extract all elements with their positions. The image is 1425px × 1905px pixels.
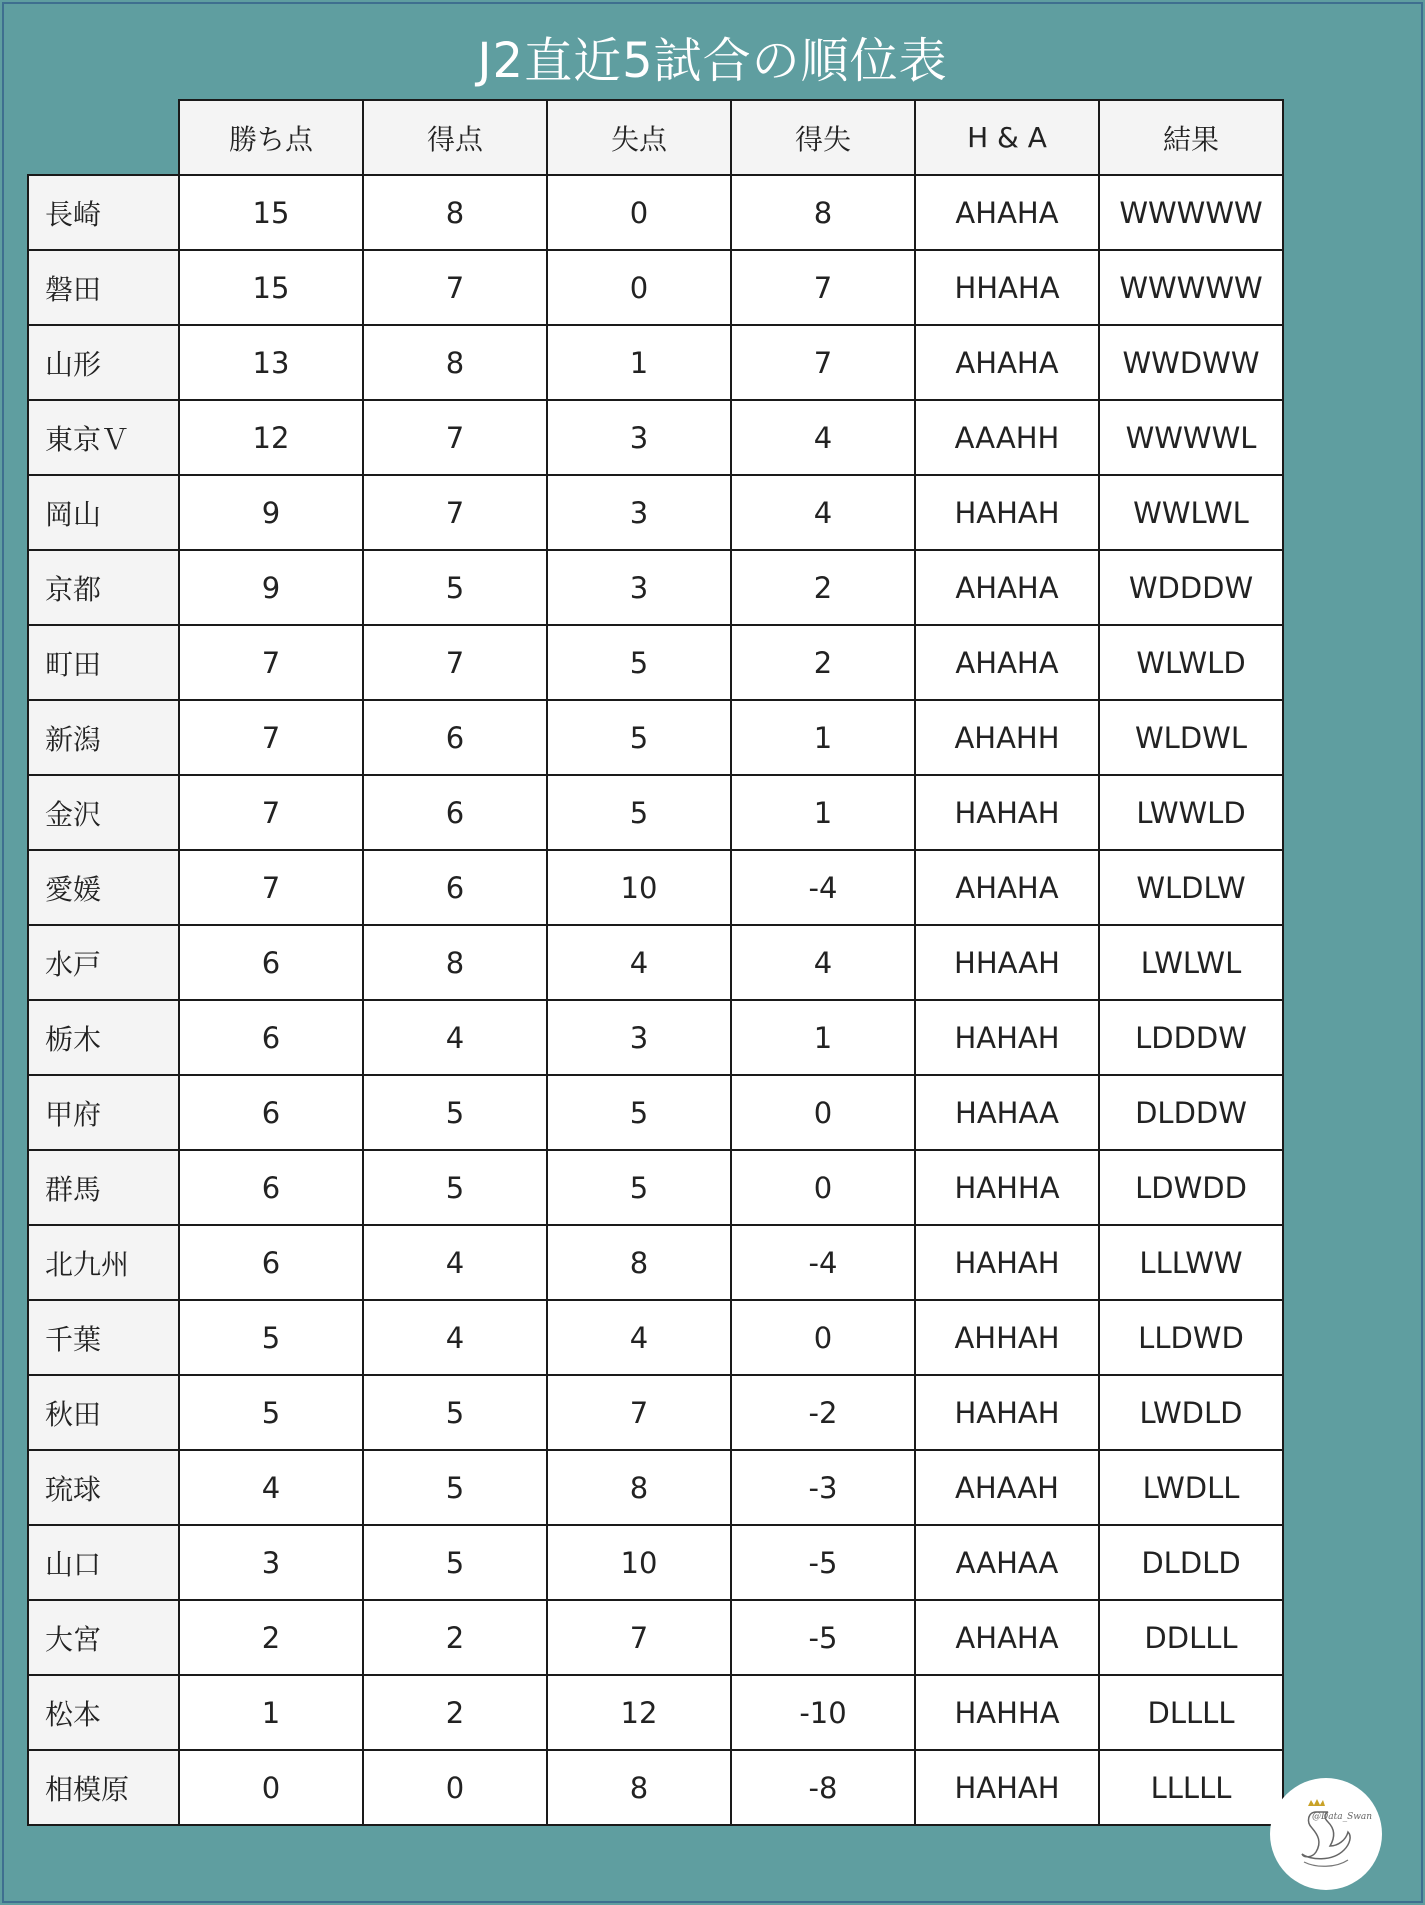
points-cell: 7 bbox=[179, 700, 363, 775]
goals-for-cell: 5 bbox=[363, 1075, 547, 1150]
goal-diff-cell: 2 bbox=[731, 550, 915, 625]
points-cell: 7 bbox=[179, 625, 363, 700]
home-away-cell: HAHAA bbox=[915, 1075, 1099, 1150]
goals-against-cell: 8 bbox=[547, 1450, 731, 1525]
goals-against-cell: 10 bbox=[547, 1525, 731, 1600]
points-cell: 13 bbox=[179, 325, 363, 400]
points-cell: 5 bbox=[179, 1300, 363, 1375]
team-cell: 北九州 bbox=[28, 1225, 179, 1300]
result-cell: LDWDD bbox=[1099, 1150, 1283, 1225]
table-row bbox=[28, 625, 1283, 700]
header-goal-diff: 得失 bbox=[731, 100, 915, 175]
table-row bbox=[28, 1300, 1283, 1375]
table-row bbox=[28, 1150, 1283, 1225]
points-cell: 6 bbox=[179, 925, 363, 1000]
result-cell: LWDLD bbox=[1099, 1375, 1283, 1450]
result-cell: LWWLD bbox=[1099, 775, 1283, 850]
team-cell: 金沢 bbox=[28, 775, 179, 850]
home-away-cell: AHAHA bbox=[915, 625, 1099, 700]
goal-diff-cell: -10 bbox=[731, 1675, 915, 1750]
team-cell: 松本 bbox=[28, 1675, 179, 1750]
goal-diff-cell: 8 bbox=[731, 175, 915, 250]
goals-against-cell: 0 bbox=[547, 175, 731, 250]
goals-for-cell: 7 bbox=[363, 400, 547, 475]
goals-against-cell: 3 bbox=[547, 550, 731, 625]
result-cell: WLDWL bbox=[1099, 700, 1283, 775]
team-cell: 群馬 bbox=[28, 1150, 179, 1225]
team-cell: 新潟 bbox=[28, 700, 179, 775]
result-cell: LWLWL bbox=[1099, 925, 1283, 1000]
goals-for-cell: 7 bbox=[363, 625, 547, 700]
team-cell: 琉球 bbox=[28, 1450, 179, 1525]
result-cell: WLDLW bbox=[1099, 850, 1283, 925]
points-cell: 9 bbox=[179, 550, 363, 625]
goals-for-cell: 6 bbox=[363, 850, 547, 925]
goals-against-cell: 5 bbox=[547, 625, 731, 700]
header-corner bbox=[28, 100, 179, 175]
table-row bbox=[28, 850, 1283, 925]
goals-against-cell: 7 bbox=[547, 1375, 731, 1450]
table-row bbox=[28, 250, 1283, 325]
table-row bbox=[28, 1075, 1283, 1150]
points-cell: 0 bbox=[179, 1750, 363, 1825]
goals-against-cell: 10 bbox=[547, 850, 731, 925]
result-cell: WDDDW bbox=[1099, 550, 1283, 625]
goals-against-cell: 7 bbox=[547, 1600, 731, 1675]
table-row bbox=[28, 1000, 1283, 1075]
team-cell: 山口 bbox=[28, 1525, 179, 1600]
goal-diff-cell: 0 bbox=[731, 1300, 915, 1375]
logo-text: @Data_Swan bbox=[1312, 1812, 1373, 1822]
points-cell: 15 bbox=[179, 250, 363, 325]
goals-against-cell: 8 bbox=[547, 1225, 731, 1300]
header-row bbox=[28, 100, 1283, 175]
goal-diff-cell: 4 bbox=[731, 400, 915, 475]
result-cell: LWDLL bbox=[1099, 1450, 1283, 1525]
header-home-away: H & A bbox=[915, 100, 1099, 175]
table-row bbox=[28, 1375, 1283, 1450]
points-cell: 3 bbox=[179, 1525, 363, 1600]
table-row bbox=[28, 1225, 1283, 1300]
points-cell: 7 bbox=[179, 775, 363, 850]
goal-diff-cell: -4 bbox=[731, 850, 915, 925]
swan-icon bbox=[1270, 1778, 1382, 1890]
goals-against-cell: 5 bbox=[547, 1150, 731, 1225]
goals-for-cell: 5 bbox=[363, 1525, 547, 1600]
goal-diff-cell: -8 bbox=[731, 1750, 915, 1825]
goal-diff-cell: -5 bbox=[731, 1600, 915, 1675]
goals-for-cell: 5 bbox=[363, 1450, 547, 1525]
result-cell: WLWLD bbox=[1099, 625, 1283, 700]
points-cell: 15 bbox=[179, 175, 363, 250]
team-cell: 栃木 bbox=[28, 1000, 179, 1075]
goals-for-cell: 8 bbox=[363, 325, 547, 400]
team-cell: 東京Ｖ bbox=[28, 400, 179, 475]
result-cell: LDDDW bbox=[1099, 1000, 1283, 1075]
goals-for-cell: 5 bbox=[363, 1375, 547, 1450]
table-row bbox=[28, 400, 1283, 475]
goal-diff-cell: 1 bbox=[731, 1000, 915, 1075]
table-row bbox=[28, 550, 1283, 625]
goals-for-cell: 8 bbox=[363, 925, 547, 1000]
goal-diff-cell: 0 bbox=[731, 1075, 915, 1150]
goal-diff-cell: -2 bbox=[731, 1375, 915, 1450]
goals-for-cell: 4 bbox=[363, 1000, 547, 1075]
team-cell: 水戸 bbox=[28, 925, 179, 1000]
points-cell: 9 bbox=[179, 475, 363, 550]
home-away-cell: HAHAH bbox=[915, 1375, 1099, 1450]
team-cell: 京都 bbox=[28, 550, 179, 625]
result-cell: DLDDW bbox=[1099, 1075, 1283, 1150]
header-points: 勝ち点 bbox=[179, 100, 363, 175]
goals-for-cell: 0 bbox=[363, 1750, 547, 1825]
goals-for-cell: 6 bbox=[363, 700, 547, 775]
header-goals-against: 失点 bbox=[547, 100, 731, 175]
goals-against-cell: 1 bbox=[547, 325, 731, 400]
team-cell: 長崎 bbox=[28, 175, 179, 250]
result-cell: LLLWW bbox=[1099, 1225, 1283, 1300]
goals-against-cell: 5 bbox=[547, 775, 731, 850]
home-away-cell: HAHAH bbox=[915, 1750, 1099, 1825]
home-away-cell: AAAHH bbox=[915, 400, 1099, 475]
home-away-cell: AHAHA bbox=[915, 550, 1099, 625]
header-results: 結果 bbox=[1099, 100, 1283, 175]
goals-against-cell: 5 bbox=[547, 1075, 731, 1150]
home-away-cell: HAHAH bbox=[915, 1225, 1099, 1300]
points-cell: 1 bbox=[179, 1675, 363, 1750]
table-row bbox=[28, 925, 1283, 1000]
goals-for-cell: 2 bbox=[363, 1600, 547, 1675]
goal-diff-cell: 4 bbox=[731, 475, 915, 550]
home-away-cell: AHAHA bbox=[915, 850, 1099, 925]
goals-for-cell: 5 bbox=[363, 550, 547, 625]
result-cell: LLLLL bbox=[1099, 1750, 1283, 1825]
standings-table bbox=[27, 99, 1284, 1826]
team-cell: 町田 bbox=[28, 625, 179, 700]
goals-against-cell: 12 bbox=[547, 1675, 731, 1750]
team-cell: 相模原 bbox=[28, 1750, 179, 1825]
table-row bbox=[28, 1600, 1283, 1675]
points-cell: 12 bbox=[179, 400, 363, 475]
home-away-cell: AAHAA bbox=[915, 1525, 1099, 1600]
team-cell: 磐田 bbox=[28, 250, 179, 325]
result-cell: DDLLL bbox=[1099, 1600, 1283, 1675]
goal-diff-cell: 7 bbox=[731, 325, 915, 400]
table-row bbox=[28, 1750, 1283, 1825]
goals-against-cell: 3 bbox=[547, 1000, 731, 1075]
goal-diff-cell: 1 bbox=[731, 700, 915, 775]
home-away-cell: HAHHA bbox=[915, 1150, 1099, 1225]
goal-diff-cell: 7 bbox=[731, 250, 915, 325]
goals-against-cell: 8 bbox=[547, 1750, 731, 1825]
home-away-cell: AHAHA bbox=[915, 175, 1099, 250]
points-cell: 7 bbox=[179, 850, 363, 925]
header-goals-for: 得点 bbox=[363, 100, 547, 175]
home-away-cell: HAHAH bbox=[915, 775, 1099, 850]
home-away-cell: AHAHA bbox=[915, 1600, 1099, 1675]
result-cell: WWWWW bbox=[1099, 175, 1283, 250]
table-row bbox=[28, 175, 1283, 250]
goals-against-cell: 0 bbox=[547, 250, 731, 325]
result-cell: LLDWD bbox=[1099, 1300, 1283, 1375]
points-cell: 6 bbox=[179, 1000, 363, 1075]
home-away-cell: HAHAH bbox=[915, 1000, 1099, 1075]
goals-for-cell: 2 bbox=[363, 1675, 547, 1750]
swan-logo bbox=[1270, 1778, 1382, 1890]
table-row bbox=[28, 475, 1283, 550]
home-away-cell: HAHHA bbox=[915, 1675, 1099, 1750]
page-title: J2直近5試合の順位表 bbox=[477, 33, 948, 89]
home-away-cell: AHAAH bbox=[915, 1450, 1099, 1525]
goals-against-cell: 3 bbox=[547, 400, 731, 475]
goals-against-cell: 5 bbox=[547, 700, 731, 775]
result-cell: WWDWW bbox=[1099, 325, 1283, 400]
home-away-cell: HAHAH bbox=[915, 475, 1099, 550]
team-cell: 愛媛 bbox=[28, 850, 179, 925]
goals-for-cell: 7 bbox=[363, 250, 547, 325]
goals-against-cell: 4 bbox=[547, 1300, 731, 1375]
goals-for-cell: 4 bbox=[363, 1300, 547, 1375]
table-row bbox=[28, 325, 1283, 400]
result-cell: DLLLL bbox=[1099, 1675, 1283, 1750]
table-row bbox=[28, 1450, 1283, 1525]
goals-against-cell: 4 bbox=[547, 925, 731, 1000]
table-row bbox=[28, 700, 1283, 775]
home-away-cell: AHAHH bbox=[915, 700, 1099, 775]
home-away-cell: AHAHA bbox=[915, 325, 1099, 400]
goal-diff-cell: -4 bbox=[731, 1225, 915, 1300]
points-cell: 4 bbox=[179, 1450, 363, 1525]
goal-diff-cell: 1 bbox=[731, 775, 915, 850]
home-away-cell: AHHAH bbox=[915, 1300, 1099, 1375]
team-cell: 山形 bbox=[28, 325, 179, 400]
goal-diff-cell: 4 bbox=[731, 925, 915, 1000]
table-row bbox=[28, 1675, 1283, 1750]
goal-diff-cell: 0 bbox=[731, 1150, 915, 1225]
result-cell: DLDLD bbox=[1099, 1525, 1283, 1600]
goals-for-cell: 8 bbox=[363, 175, 547, 250]
goals-against-cell: 3 bbox=[547, 475, 731, 550]
table-row bbox=[28, 1525, 1283, 1600]
points-cell: 2 bbox=[179, 1600, 363, 1675]
home-away-cell: HHAAH bbox=[915, 925, 1099, 1000]
team-cell: 岡山 bbox=[28, 475, 179, 550]
goals-for-cell: 6 bbox=[363, 775, 547, 850]
goals-for-cell: 5 bbox=[363, 1150, 547, 1225]
goals-for-cell: 7 bbox=[363, 475, 547, 550]
points-cell: 5 bbox=[179, 1375, 363, 1450]
team-cell: 大宮 bbox=[28, 1600, 179, 1675]
points-cell: 6 bbox=[179, 1225, 363, 1300]
result-cell: WWWWL bbox=[1099, 400, 1283, 475]
table-row bbox=[28, 775, 1283, 850]
points-cell: 6 bbox=[179, 1150, 363, 1225]
points-cell: 6 bbox=[179, 1075, 363, 1150]
result-cell: WWLWL bbox=[1099, 475, 1283, 550]
goal-diff-cell: -3 bbox=[731, 1450, 915, 1525]
team-cell: 甲府 bbox=[28, 1075, 179, 1150]
goal-diff-cell: 2 bbox=[731, 625, 915, 700]
goal-diff-cell: -5 bbox=[731, 1525, 915, 1600]
team-cell: 千葉 bbox=[28, 1300, 179, 1375]
home-away-cell: HHAHA bbox=[915, 250, 1099, 325]
team-cell: 秋田 bbox=[28, 1375, 179, 1450]
result-cell: WWWWW bbox=[1099, 250, 1283, 325]
goals-for-cell: 4 bbox=[363, 1225, 547, 1300]
